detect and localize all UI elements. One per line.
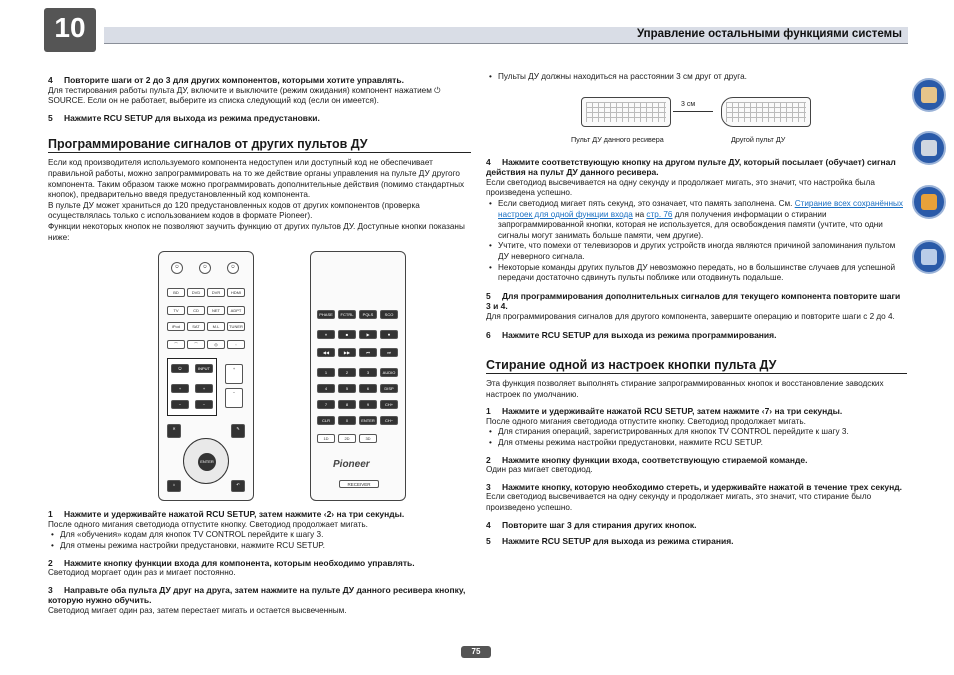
intro-paragraph-1: Если код производителя используемого компонента недоступен или доступный код не обеспечивает правильной работы, можно запрограммировать на то же действие органы управления на пульте ДУ другого компонента. Таким образом также можно программировать дополнительные действия (помимо стандартных кнопок), предварительно введя предустановленный код компонента. <box>48 158 465 200</box>
caption-other-remote: Другой пульт ДУ <box>731 134 786 144</box>
erase-intro: Эта функция позволяет выполнять стирание запрограммированных кнопок и восстановление заводских настроек по умолчанию. <box>486 379 884 399</box>
left-column <box>48 72 471 616</box>
program-step-1: 1 Нажмите и удерживайте нажатой RCU SETUP, затем нажмите ‹2› на три секунды. <box>48 509 405 520</box>
this-remote-drawing <box>581 97 671 127</box>
receiver-label: RECEIVER <box>339 480 379 488</box>
intro-paragraph-3: Функции некоторых кнопок не позволяют заучить функцию от других пультов ДУ. Доступные кнопки показаны ниже: <box>48 221 465 242</box>
section-title-programming: Программирование сигналов от других пультов ДУ <box>48 137 471 153</box>
program-step-1-bullet-1: • Для «обучения» кодам для кнопок TV CONTROL перейдите к шагу 3. <box>48 530 471 541</box>
right-step-5: 5 Для программирования дополнительных сигналов для текущего компонента повторите шаги 3 и 4. <box>486 290 901 312</box>
erase-step-2-body: Один раз мигает светодиод. <box>486 465 593 475</box>
right-step-5-body: Для программирования сигналов для другого компонента, завершите операцию и повторите шаги с 2 до 4. <box>486 311 895 321</box>
right-step-4-bullet-1: • Если светодиод мигает пять секунд, это означает, что память заполнена. См. Стирание всех сохранённых настроек для одной функции входа на стр. 76 для получения информации о стирании запрограммированной кнопки, которая не используется, для освобождения памяти (учтите, что одни сигналы могут занимать больше памяти, чем другие). <box>486 199 907 241</box>
erase-step-1-bullet-1: • Для стирания операций, зарегистрированных для кнопок TV CONTROL перейдите к шагу 3. <box>486 427 907 438</box>
pioneer-logo: Pioneer <box>333 459 370 471</box>
book-icon[interactable] <box>912 78 946 112</box>
erase-step-4: 4 Повторите шаг 3 для стирания других кнопок. <box>486 519 697 530</box>
erase-step-3-body: Если светодиод высвечивается на одну секунду и продолжает мигать, это значит, что стирание было произведено успешно. <box>486 492 872 513</box>
distance-bullet: • Пульты ДУ должны находиться на расстоянии 3 см друг от друга. <box>486 72 907 83</box>
distance-label: 3 см <box>681 100 696 108</box>
right-step-6: 6 Нажмите RCU SETUP для выхода из режима программирования. <box>486 329 777 340</box>
program-step-1-body: После одного мигания светодиода отпустите кнопку. Светодиод продолжает мигать. <box>48 519 368 529</box>
program-step-3-body: Светодиод мигает один раз, затем перестает мигать и остается высвеченным. <box>48 605 347 615</box>
remote-settings-icon[interactable] <box>912 131 946 165</box>
help-question-icon[interactable] <box>912 185 946 219</box>
page-76-link[interactable]: стр. 76 <box>646 209 673 219</box>
step-4-body: Для тестирования работы пульта ДУ, включите и выключите (режим ожидания) компонент нажатием ⏻ SOURCE. Если он не работает, выберите из списка следующий код (если он имеется). <box>48 85 441 106</box>
distance-illustration <box>571 89 871 151</box>
right-step-4-bullet-3: • Некоторые команды других пультов ДУ невозможно передать, но в большинстве случаев для успешной передачи достаточно сдвинуть пульты поближе или отодвинуть подальше. <box>486 263 907 284</box>
other-remote-drawing <box>721 97 811 127</box>
section-title-erasing: Стирание одной из настроек кнопки пульта ДУ <box>486 358 907 374</box>
remote-illustration <box>48 251 471 503</box>
step-5: 5 Нажмите RCU SETUP для выхода из режима предустановки. <box>48 112 320 123</box>
program-step-2-body: Светодиод моргает один раз и мигает постоянно. <box>48 568 236 578</box>
erase-step-1-body: После одного мигания светодиода отпустите кнопку. Светодиод продолжает мигать. <box>486 416 806 426</box>
right-step-4-bullet-2: • Учтите, что помехи от телевизоров и других устройств иногда являются причиной запоминания пультом ДУ неверного сигнала. <box>486 241 907 262</box>
program-step-1-bullet-2: • Для отмены режима настройки предустановки, нажмите RCU SETUP. <box>48 541 471 552</box>
chapter-header-bar <box>104 27 908 44</box>
step-4: 4 Повторите шаги от 2 до 3 для других компонентов, которыми хотите управлять. <box>48 75 404 85</box>
erase-step-2: 2 Нажмите кнопку функции входа, соответствующую стираемой команде. <box>486 454 808 465</box>
erase-step-5: 5 Нажмите RCU SETUP для выхода из режима стирания. <box>486 536 734 547</box>
index-icon[interactable] <box>912 240 946 274</box>
erase-all-settings-link[interactable]: Стирание всех сохранённых настроек для одной функции входа <box>498 198 903 219</box>
intro-paragraph-2: В пульте ДУ может храниться до 120 предустановленных кодов от других компонентов (проверка осуществлялась только с использованием кодов в формате Pioneer). <box>48 200 420 221</box>
caption-this-remote: Пульт ДУ данного ресивера <box>571 134 664 144</box>
remote-bottom-half: PHASE FCTRL PQLS SCO ⏸ ■ ▶ ⏺ ◀◀ ▶▶ ⏮ ⏭ 1 2 3 AUDIO 4 5 6 DISP 7 8 9 CH+ CLR 0 ENTER CH− 1D 2D 3D Pioneer RECEIVER <box>310 251 406 501</box>
program-step-2: 2 Нажмите кнопку функции входа для компонента, которым необходимо управлять. <box>48 557 415 568</box>
erase-step-1-bullet-2: • Для отмены режима настройки предустановки, нажмите RCU SETUP. <box>486 438 907 449</box>
right-column <box>486 72 907 547</box>
erase-step-3: 3 Нажмите кнопку, которую необходимо стереть, и удерживайте нажатой в течение трех секунд. <box>486 481 902 492</box>
chapter-title: Управление остальными функциями системы <box>636 28 902 40</box>
right-step-4-body: Если светодиод высвечивается на одну секунду и продолжает мигать, это значит, что настройка была произведена успешно. <box>486 177 875 198</box>
remote-top-half: ⏻ ⏻ ⏻ BD DVD DVR HDMI TV CD NET ADPT iPod SAT M.L TUNER ⌒ ⌒ ◎ ◦ ⏻ INPUT + + − − + − ✕ ✎ ENTER ⌂ ↶ <box>158 251 254 501</box>
right-step-4: 4 Нажмите соответствующую кнопку на другом пульте ДУ, который посылает (обучает) сигнал действия на пульт ДУ данного ресивера. <box>486 156 896 178</box>
page-number: 75 <box>461 646 491 658</box>
chapter-number-badge <box>44 8 96 52</box>
erase-step-1: 1 Нажмите и удерживайте нажатой RCU SETUP, затем нажмите ‹7› на три секунды. <box>486 406 843 417</box>
program-step-3: 3 Направьте оба пульта ДУ друг на друга, затем нажмите на пульте ДУ данного ресивера кнопку, которую нужно обучить. <box>48 584 466 606</box>
chapter-number: 10 <box>54 12 86 43</box>
